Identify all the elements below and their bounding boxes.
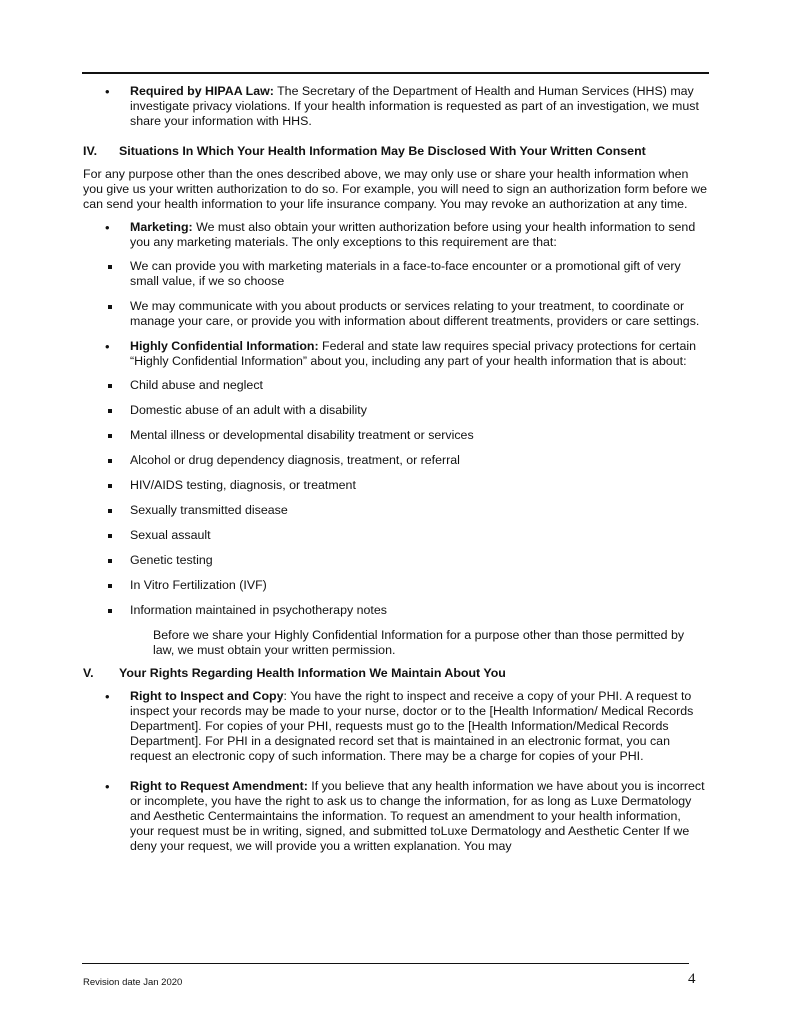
footer-rule <box>82 963 689 964</box>
bullet-text: : You have the right to inspect and receive a copy of your PHI. A request to inspect your records may be made to your nurse, doctor or to the [Health Information/ Medical Records Department]. For copies of your PHI, requests must go to the [Health Information/Medical Records Department]. For PHI in a designated record set that is maintained in an electronic format, you can request an electronic copy of such information. There may be a charge for copies of your PHI. <box>130 689 694 763</box>
list-item: Sexually transmitted disease <box>83 503 707 518</box>
list-item: We can provide you with marketing materials in a face-to-face encounter or a promotional gift of very small value, if we so choose <box>83 259 707 289</box>
section-5-heading <box>83 666 707 681</box>
section-number: IV. <box>83 144 98 158</box>
bullet-text: We must also obtain your written authorization before using your health information to send you any marketing materials. The only exceptions to this requirement are that: <box>130 220 696 249</box>
section-4-intro: For any purpose other than the ones described above, we may only use or share your health information when you give us your written authorization to do so. For example, you will need to sign an authorization form before we can send your health information to your life insurance company. You may revoke an authorization at any time. <box>83 167 707 211</box>
bullet-title: Required by HIPAA Law: <box>130 84 274 98</box>
list-item: Sexual assault <box>83 528 707 543</box>
bullet-hipaa <box>83 84 707 129</box>
list-item: Domestic abuse of an adult with a disability <box>83 403 707 418</box>
bullet-amendment <box>83 779 707 854</box>
list-item: Information maintained in psychotherapy notes <box>83 603 707 618</box>
bullet-text: Federal and state law requires special privacy protections for certain “Highly Confidential Information” about you, including any part of your health information that is about: <box>130 339 697 368</box>
list-item: In Vitro Fertilization (IVF) <box>83 578 707 593</box>
bullet-confidential <box>83 339 707 658</box>
list-item: Genetic testing <box>83 553 707 568</box>
bullet-title: Marketing: <box>130 220 193 234</box>
header-rule <box>82 72 709 74</box>
bullet-inspect-copy <box>83 689 707 764</box>
bullet-marketing <box>83 220 707 329</box>
bullet-text: The Secretary of the Department of Health and Human Services (HHS) may investigate privacy violations. If your health information is requested as part of an investigation, we must share your information with HHS. <box>130 84 699 128</box>
list-item: HIV/AIDS testing, diagnosis, or treatment <box>83 478 707 493</box>
section-title: Your Rights Regarding Health Information We Maintain About You <box>119 666 506 680</box>
section-title: Situations In Which Your Health Information May Be Disclosed With Your Written Consent <box>119 144 646 158</box>
bullet-title: Right to Inspect and Copy <box>130 689 284 703</box>
bullet-title: Highly Confidential Information: <box>130 339 319 353</box>
list-item: Mental illness or developmental disability treatment or services <box>83 428 707 443</box>
revision-date: Revision date Jan 2020 <box>83 977 183 988</box>
section-number: V. <box>83 666 94 680</box>
document-body <box>83 84 707 869</box>
list-item: Child abuse and neglect <box>83 378 707 393</box>
confidential-closing: Before we share your Highly Confidential Information for a purpose other than those permitted by law, we must obtain your written permission. <box>153 628 685 657</box>
list-item: We may communicate with you about products or services relating to your treatment, to coordinate or manage your care, or provide you with information about different treatments, providers or care settings. <box>83 299 707 329</box>
bullet-title: Right to Request Amendment: <box>130 779 308 793</box>
page-number: 4 <box>688 971 696 987</box>
section-4-heading <box>83 144 707 159</box>
bullet-text: If you believe that any health information we have about you is incorrect or incomplete, you have the right to ask us to change the information, for as long as Luxe Dermatology and Aesthetic Centermaintains the information. To request an amendment to your health information, your request must be in writing, signed, and submitted toLuxe Dermatology and Aesthetic Center If we deny your request, we will provide you a written explanation. You may <box>130 779 705 853</box>
list-item: Alcohol or drug dependency diagnosis, treatment, or referral <box>83 453 707 468</box>
